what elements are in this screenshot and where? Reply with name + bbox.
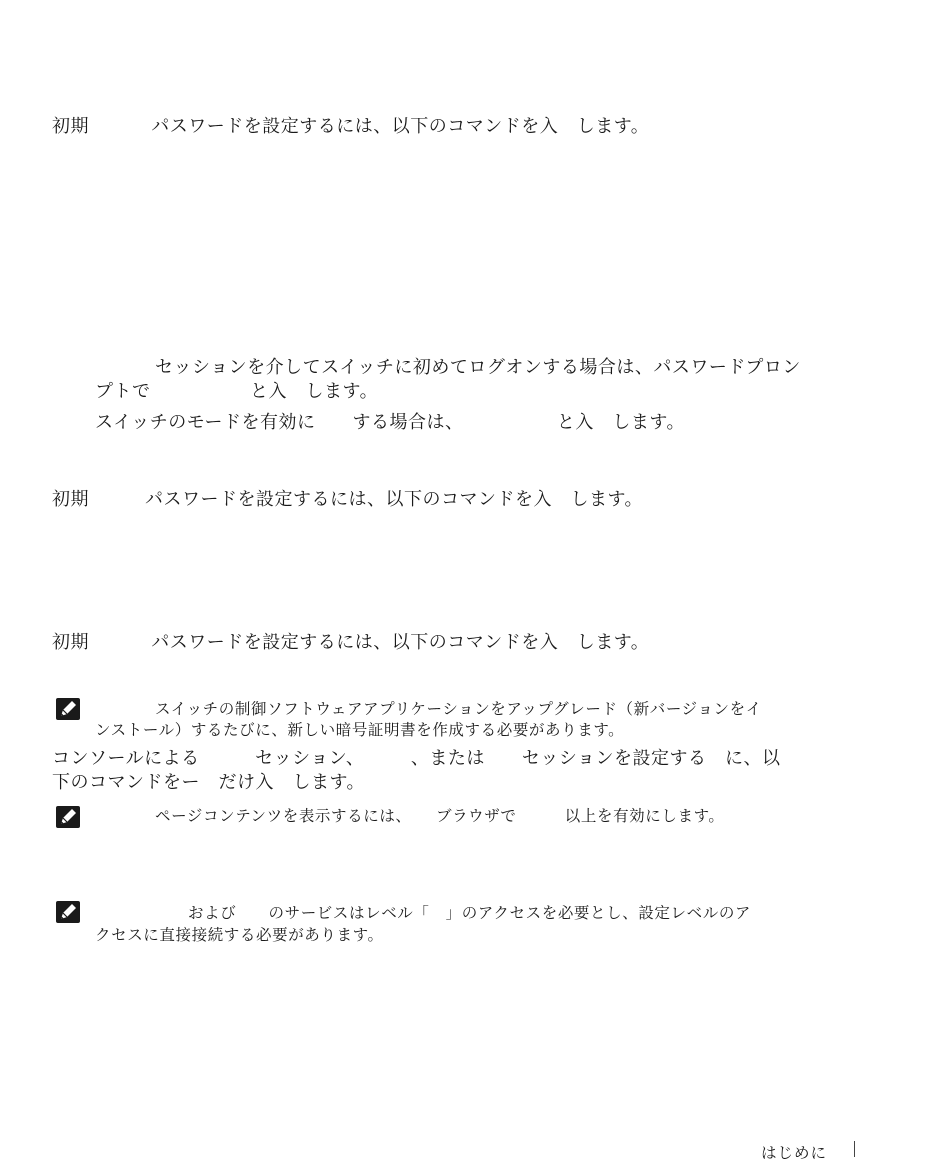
initial-password-instruction-1: 初期 パスワードを設定するには、以下のコマンドを入 します。 (52, 116, 650, 137)
services-note-line2: クセスに直接接続する必要があります。 (95, 926, 384, 944)
browser-note: ページコンテンツを表示するには、 ブラウザで 以上を有効にします。 (155, 807, 725, 825)
pencil-note-icon (55, 697, 81, 721)
initial-password-instruction-3: 初期 パスワードを設定するには、以下のコマンドを入 します。 (52, 632, 650, 653)
pencil-note-icon (55, 900, 81, 924)
console-session-text-line1: コンソールによる セッション、 、または セッションを設定する に、以 (52, 748, 781, 769)
enable-mode-text: スイッチのモードを有効に する場合は、 と入 します。 (95, 412, 685, 433)
console-session-text-line2: 下のコマンドをー だけ入 します。 (52, 772, 366, 793)
pencil-note-icon (55, 805, 81, 829)
session-login-text-line2: プトで と入 します。 (95, 381, 379, 402)
session-login-text-line1: セッションを介してスイッチに初めてログオンする場合は、パスワードプロン (155, 357, 801, 378)
footer-divider (854, 1141, 855, 1157)
footer-section-title: はじめに (761, 1144, 828, 1162)
services-note-line1: および のサービスはレベル「 」のアクセスを必要とし、設定レベルのア (188, 904, 752, 922)
upgrade-note-line2: ンストール）するたびに、新しい暗号証明書を作成する必要があります。 (95, 721, 625, 739)
upgrade-note-line1: スイッチの制御ソフトウェアアプリケーションをアップグレード（新バージョンをイ (155, 700, 762, 718)
initial-password-instruction-2: 初期 パスワードを設定するには、以下のコマンドを入 します。 (52, 489, 644, 510)
